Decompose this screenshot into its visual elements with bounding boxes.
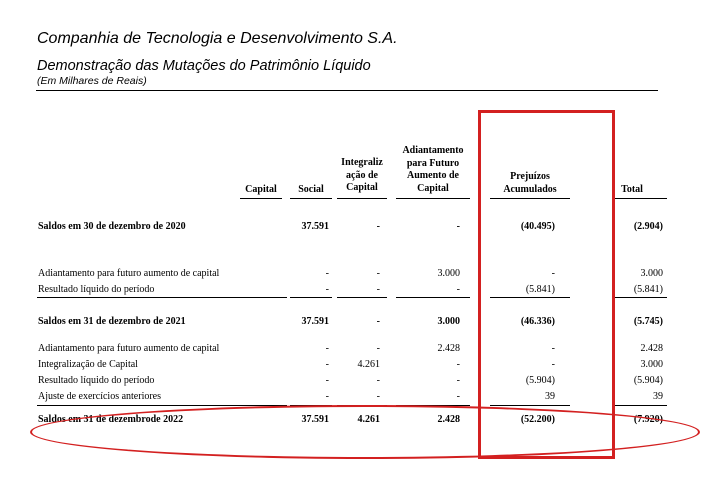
table-row: Resultado líquido do período - - - (5.904) (5.904) <box>38 375 663 386</box>
table-row: Saldos em 31 de dezembro de 2021 37.591 - 3.000 (46.336) (5.745) <box>38 316 663 327</box>
subtotal-rule-total <box>612 297 667 298</box>
col-header-integralizacao: Integraliz ação de Capital <box>341 157 383 193</box>
col-header-capital-underline <box>240 198 282 199</box>
col-header-adiantamento-underline <box>396 198 470 199</box>
header-rule <box>36 90 658 91</box>
subtotal-rule-adiantamento <box>396 297 470 298</box>
col-header-total-underline <box>612 198 667 199</box>
table-row: Adiantamento para futuro aumento de capital - - 3.000 - 3.000 <box>38 268 663 279</box>
table-row: Resultado líquido do período - - - (5.841) (5.841) <box>38 284 663 295</box>
table-row: Integralização de Capital - 4.261 - - 3.000 <box>38 359 663 370</box>
table-row: Adiantamento para futuro aumento de capital - - 2.428 - 2.428 <box>38 343 663 354</box>
subtotal-rule-label <box>37 297 287 298</box>
subtotal-rule-social <box>290 297 332 298</box>
col-header-adiantamento: Adiantamento para Futuro Aumento de Capital <box>402 145 464 194</box>
table-row: Saldos em 30 de dezembro de 2020 37.591 - - (40.495) (2.904) <box>38 221 663 232</box>
col-header-capital: Capital <box>245 184 277 195</box>
col-header-social-underline <box>290 198 332 199</box>
subtotal-rule-integralizacao <box>337 297 387 298</box>
final-rule-total <box>612 405 667 406</box>
units-note: (Em Milhares de Reais) <box>37 75 147 87</box>
col-header-prejuizos: Prejuízos Acumulados <box>503 171 557 195</box>
col-header-social: Social <box>298 184 324 195</box>
company-name: Companhia de Tecnologia e Desenvolvimento S.A. <box>37 30 398 47</box>
statement-title: Demonstração das Mutações do Patrimônio Líquido <box>37 58 371 74</box>
table-row: Saldos em 31 de dezembrode 2022 37.591 4.261 2.428 (52.200) (7.920) <box>38 414 663 425</box>
highlight-ellipse <box>30 405 700 459</box>
table-row: Ajuste de exercícios anteriores - - - 39 39 <box>38 391 663 402</box>
col-header-total: Total <box>621 184 643 195</box>
col-header-integralizacao-underline <box>337 198 387 199</box>
